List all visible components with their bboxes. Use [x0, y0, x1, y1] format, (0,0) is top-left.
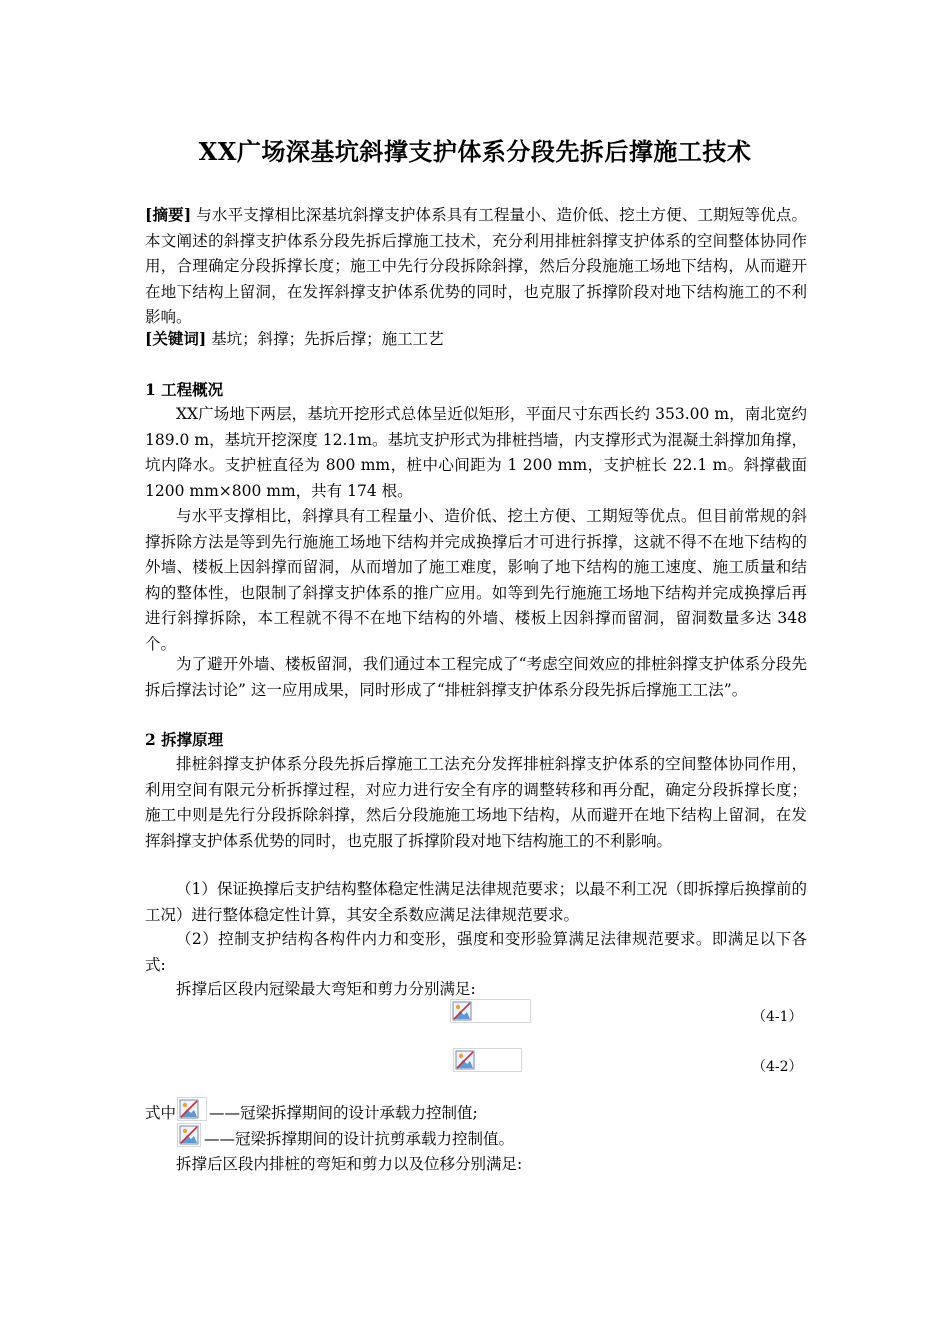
where-prefix: 式中	[145, 1104, 177, 1122]
broken-image-icon	[452, 1001, 472, 1021]
abstract-text: 与水平支撑相比深基坑斜撑支护体系具有工程量小、造价低、挖土方便、工期短等优点。本文阐述的斜撑支护体系分段先拆后撑施工技术，充分利用排桩斜撑支护体系的空间整体协同作用，合理确定分段拆撑长度；施工中先行分段拆除斜撑，然后分段施施工场地下结构，从而避开在地下结构上留洞，在发挥斜撑支护体系优势的同时，也克服了拆撑阶段对地下结构施工的不利影响。	[145, 206, 808, 326]
where-definition-1: ——冠梁拆撑期间的设计承载力控制值;	[209, 1104, 478, 1122]
section-2-paragraph-4: 拆撑后区段内冠梁最大弯矩和剪力分别满足:	[176, 980, 476, 998]
section-1-paragraph-3: 为了避开外墙、楼板留洞，我们通过本工程完成了“考虑空间效应的排桩斜撑支护体系分段先拆后撑法讨论” 这一应用成果，同时形成了“排桩斜撑支护体系分段先拆后撑施工工法”。	[145, 655, 807, 699]
keywords-paragraph	[145, 326, 807, 353]
section-2-paragraph-3: （2）控制支护结构各构件内力和变形，强度和变形验算满足法律规范要求。即满足以下各式:	[145, 930, 807, 974]
broken-image-icon	[455, 1050, 475, 1070]
section-2-heading: 2 拆撑原理	[145, 730, 224, 749]
keywords-text: 基坑；斜撑；先拆后撑；施工工艺	[206, 330, 444, 348]
section-1-heading: 1 工程概况	[145, 380, 224, 399]
symbol-m-image	[177, 1097, 207, 1121]
broken-image-icon	[179, 1099, 199, 1119]
section-2-paragraph-1: 排桩斜撑支护体系分段先拆后撑施工工法充分发挥排桩斜撑支护体系的空间整体协同作用，利用空间有限元分析拆撑过程，对应力进行安全有序的调整转移和再分配，确定分段拆撑长度；施工中则是先行分段拆除斜撑，然后分段施施工场地下结构，从而避开在地下结构上留洞，在发挥斜撑支护体系优势的同时，也克服了拆撑阶段对地下结构施工的不利影响。	[145, 755, 807, 850]
equation-4-2-number: （4-2）	[752, 1059, 803, 1075]
document-title: XX广场深基坑斜撑支护体系分段先拆后撑施工技术	[198, 137, 752, 166]
equation-4-1-number: （4-1）	[752, 1009, 803, 1025]
equation-4-2-image	[453, 1048, 522, 1072]
keywords-label: [关键词]	[145, 329, 207, 348]
where-definition-2: ——冠梁拆撑期间的设计抗剪承载力控制值。	[204, 1130, 515, 1148]
abstract-label: [摘要]	[145, 205, 192, 224]
abstract-paragraph	[145, 202, 807, 331]
section-1-paragraph-2: 与水平支撑相比，斜撑具有工程量小、造价低、挖土方便、工期短等优点。但目前常规的斜撑拆除方法是等到先行施施工场地下结构并完成换撑后才可进行拆撑，这就不得不在地下结构的外墙、楼板上因斜撑而留洞，从而增加了施工难度，影响了地下结构的施工速度、施工质量和结构的整体性，也限制了斜撑支护体系的推广应用。如等到先行施施工场地下结构并完成换撑后再进行斜撑拆除，本工程就不得不在地下结构的外墙、楼板上因斜撑而留洞，留洞数量多达 348 个。	[145, 507, 807, 653]
section-2-paragraph-5: 拆撑后区段内排桩的弯矩和剪力以及位移分别满足:	[176, 1155, 523, 1173]
section-2-paragraph-2: （1）保证换撑后支护结构整体稳定性满足法律规范要求；以最不利工况（即拆撑后换撑前的工况）进行整体稳定性计算，其安全系数应满足法律规范要求。	[145, 880, 807, 924]
equation-4-1-image	[450, 999, 531, 1023]
broken-image-icon	[179, 1125, 199, 1145]
symbol-v-image	[177, 1123, 201, 1147]
section-1-paragraph-1: XX广场地下两层，基坑开挖形式总体呈近似矩形，平面尺寸东西长约 353.00 m，南北宽约 189.0 m，基坑开挖深度 12.1m。基坑支护形式为排桩挡墙，内支撑形式为混凝土斜撑加角撑，坑内降水。支护桩直径为 800 mm，桩中心间距为 1 200 mm，支护桩长 22.1 m。斜撑截面 1200 mm×800 mm，共有 174 根。	[145, 405, 807, 500]
